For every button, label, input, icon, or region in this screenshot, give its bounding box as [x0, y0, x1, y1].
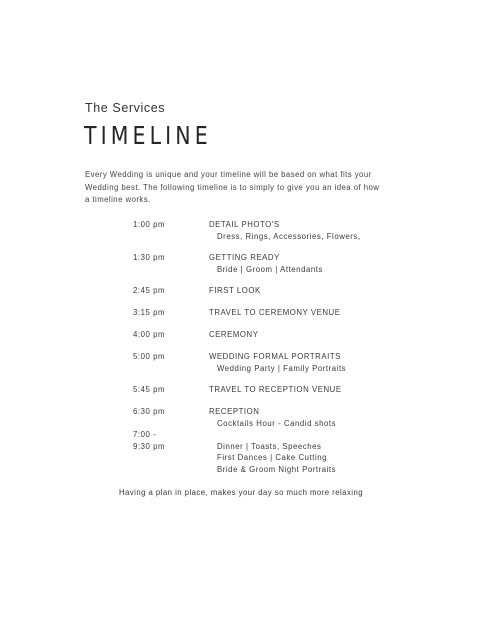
- timeline-time-text: 3:15 pm: [133, 308, 166, 317]
- timeline-time: [133, 329, 165, 341]
- timeline-event: [209, 252, 323, 275]
- timeline-time: [133, 219, 165, 231]
- page-title: TIMELINE: [84, 121, 212, 150]
- intro-line: Wedding best. The following timeline is to simply to give you an idea of how: [85, 182, 380, 192]
- page-subtitle: The Services: [85, 101, 166, 115]
- timeline-event-detail: Cocktails Hour - Candid shots: [217, 418, 337, 428]
- timeline-event-title: FIRST LOOK: [209, 286, 261, 295]
- timeline-time: [133, 252, 165, 264]
- timeline-event-title: GETTING READY: [209, 253, 280, 262]
- timeline-event-detail: Bride & Groom Night Portraits: [217, 464, 337, 474]
- timeline-event: [209, 307, 340, 319]
- timeline-event: [209, 329, 258, 341]
- intro-paragraph: [85, 169, 405, 207]
- timeline-event-detail: Dinner | Toasts, Speeches: [217, 441, 322, 451]
- timeline-event-title: TRAVEL TO CEREMONY VENUE: [209, 308, 341, 317]
- timeline-event-title: TRAVEL TO RECEPTION VENUE: [209, 385, 342, 394]
- timeline-event: [209, 219, 361, 242]
- timeline-time-text: 9:30 pm: [133, 441, 166, 451]
- timeline-time-text: [133, 418, 165, 430]
- timeline-event: [209, 351, 346, 374]
- timeline-time-text: 1:30 pm: [133, 253, 166, 262]
- timeline-event-detail: First Dances | Cake Cutting: [217, 453, 328, 462]
- timeline-event-detail: Dress, Rings, Accessories, Flowers,: [217, 231, 361, 241]
- timeline-event-detail: Wedding Party | Family Portraits: [217, 363, 347, 373]
- timeline-event: [209, 406, 336, 475]
- timeline-event-title: RECEPTION: [209, 407, 260, 416]
- timeline-time-text: 7:00 -: [133, 430, 157, 439]
- timeline-event: [209, 384, 342, 396]
- intro-line: a timeline works.: [85, 195, 151, 204]
- timeline-time-text: 4:00 pm: [133, 330, 166, 339]
- timeline-time: [133, 307, 165, 319]
- timeline-time: [133, 384, 165, 396]
- timeline-event-title: WEDDING FORMAL PORTRAITS: [209, 352, 341, 361]
- timeline-event-title: CEREMONY: [209, 330, 259, 339]
- timeline-event: [209, 285, 261, 297]
- timeline-time: [133, 285, 165, 297]
- timeline-time: [133, 406, 165, 452]
- footer-note: Having a plan in place, makes your day so much more relaxing: [118, 488, 364, 497]
- timeline-event-detail: Bride | Groom | Attendants: [217, 264, 323, 274]
- timeline-time-text: 6:30 pm: [133, 407, 166, 416]
- timeline-time-text: 1:00 pm: [133, 220, 166, 229]
- timeline-time-text: 2:45 pm: [133, 286, 166, 295]
- timeline-event-detail: [209, 429, 336, 441]
- timeline-time: [133, 351, 165, 363]
- timeline-event-title: DETAIL PHOTO'S: [209, 220, 280, 229]
- timeline-time-text: 5:45 pm: [133, 385, 166, 394]
- intro-line: Every Wedding is unique and your timeline will be based on what fits your: [85, 170, 372, 179]
- timeline-time-text: 5:00 pm: [133, 352, 166, 361]
